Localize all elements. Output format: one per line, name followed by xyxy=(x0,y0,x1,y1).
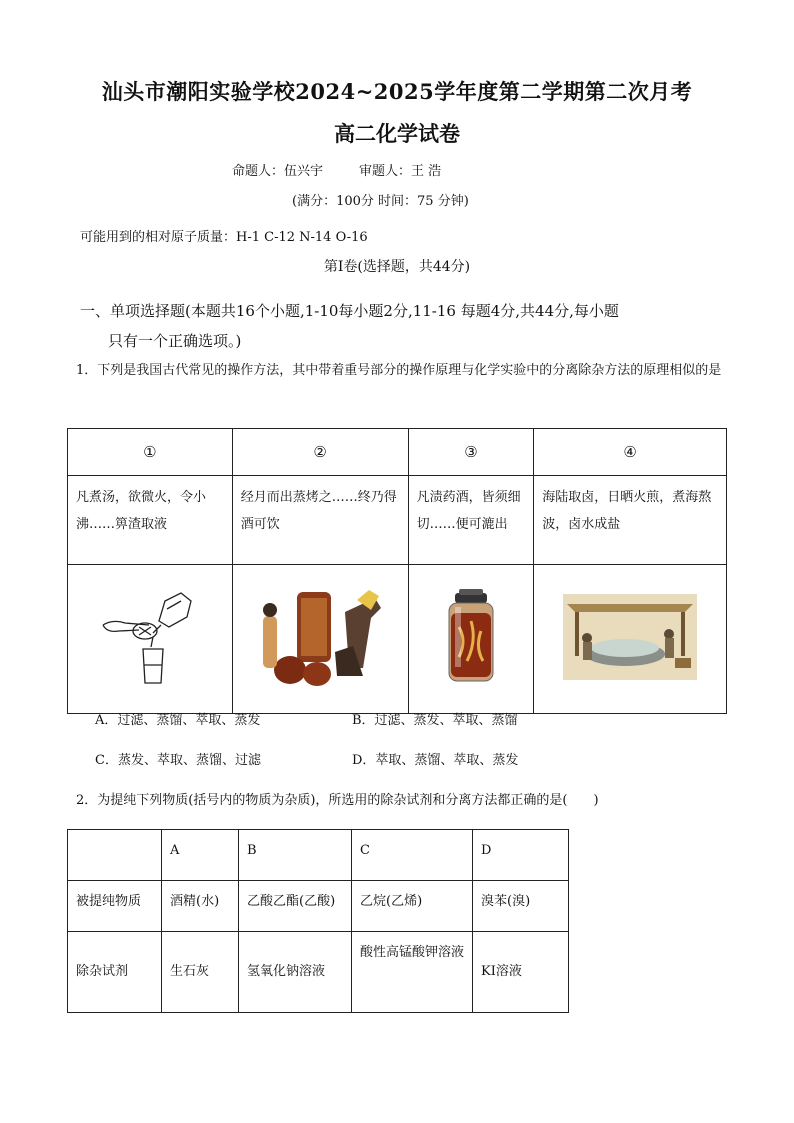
section-line-1: 一、单项选择题(本题共16个小题,1-10每小题2分,11-16 每题4分,共44分,每小题 xyxy=(80,302,619,320)
salt-making-illustration xyxy=(534,565,727,714)
col-header-4: ④ xyxy=(534,429,727,476)
q2-header-blank xyxy=(68,830,162,881)
question-2-table xyxy=(67,829,569,1013)
author: 命题人：伍兴宇 xyxy=(232,164,324,179)
section-heading xyxy=(80,296,730,356)
q1-option-c: C．蒸发、萃取、蒸馏、过滤 xyxy=(95,753,261,768)
col-header-3: ③ xyxy=(408,429,534,476)
q2-substance-b: 乙酸乙酯(乙酸) xyxy=(239,881,352,932)
q2-reagent-a: 生石灰 xyxy=(162,932,239,1013)
quote-1: 凡煮汤，欲微火，令小沸……箅渣取液 xyxy=(68,476,233,565)
q2-substance-c: 乙烷(乙烯) xyxy=(352,881,473,932)
q2-row-label-reagent: 除杂试剂 xyxy=(68,932,162,1013)
question-1-stem: 1．下列是我国古代常见的操作方法，其中带着重号部分的操作原理与化学实验中的分离除杂方法的原理相似的是 xyxy=(76,363,722,378)
col-header-2: ② xyxy=(232,429,408,476)
q2-header-b: B xyxy=(239,830,352,881)
filtering-illustration xyxy=(68,565,233,714)
q2-header-c: C xyxy=(352,830,473,881)
exam-subtitle: 高二化学试卷 xyxy=(334,121,460,146)
q2-substance-d: 溴苯(溴) xyxy=(473,881,569,932)
section-line-2: 只有一个正确选项。) xyxy=(108,332,242,350)
q2-row-label-substance: 被提纯物质 xyxy=(68,881,162,932)
score-time: (满分：100分 时间：75 分钟) xyxy=(292,194,469,209)
q1-option-d: D．萃取、蒸馏、萃取、蒸发 xyxy=(352,753,519,768)
col-header-1: ① xyxy=(68,429,233,476)
q2-header-d: D xyxy=(473,830,569,881)
reviewer: 审题人：王 浩 xyxy=(359,164,442,179)
distilling-illustration xyxy=(232,565,408,714)
q2-reagent-b: 氢氧化钠溶液 xyxy=(239,932,352,1013)
quote-2: 经月而出蒸烤之……终乃得酒可饮 xyxy=(232,476,408,565)
q1-option-a: A．过滤、蒸馏、萃取、蒸发 xyxy=(95,713,261,728)
question-2-stem: 2．为提纯下列物质(括号内的物质为杂质)，所选用的除杂试剂和分离方法都正确的是( ) xyxy=(76,793,599,808)
quote-3: 凡渍药酒，皆须细切……便可漉出 xyxy=(408,476,534,565)
q2-header-a: A xyxy=(162,830,239,881)
atomic-masses: 可能用到的相对原子质量：H-1 C-12 N-14 O-16 xyxy=(80,230,368,245)
q2-reagent-c: 酸性高锰酸钾溶液 xyxy=(352,932,473,1013)
quote-4: 海陆取卤，日晒火煎，煮海熬波，卤水成盐 xyxy=(534,476,727,565)
q2-reagent-d: KI溶液 xyxy=(473,932,569,1013)
q2-substance-a: 酒精(水) xyxy=(162,881,239,932)
exam-title: 汕头市潮阳实验学校2024~2025学年度第二学期第二次月考 xyxy=(101,79,693,104)
q1-option-b: B．过滤、蒸发、萃取、蒸馏 xyxy=(352,713,518,728)
authors-line xyxy=(232,160,477,179)
question-1-table xyxy=(67,428,727,714)
part-heading: 第Ⅰ卷(选择题，共44分) xyxy=(323,259,471,275)
medicinal-wine-jar-illustration xyxy=(408,565,534,714)
